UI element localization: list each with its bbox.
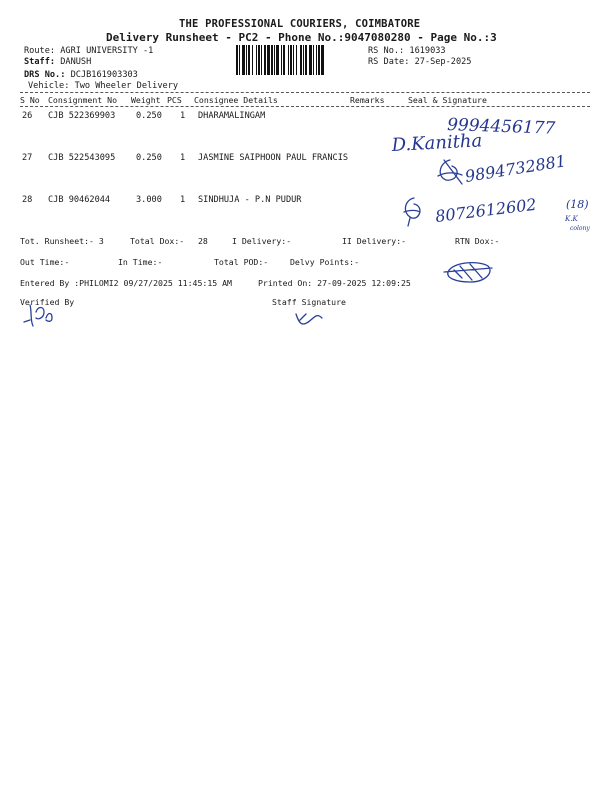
in-time: In Time:- (118, 257, 163, 267)
runsheet-subtitle: Delivery Runsheet - PC2 - Phone No.:9047080280 - Page No.:3 (106, 31, 497, 44)
row-pcs: 1 (180, 153, 186, 163)
entered-by: Entered By :PHILOMI2 09/27/2025 11:45:15 AM (20, 278, 232, 288)
row-pcs: 1 (180, 195, 186, 205)
handwritten-count: (18) (566, 198, 589, 211)
recipient-signature (438, 160, 462, 184)
i-delivery: I Delivery:- (232, 236, 292, 246)
staff-label: Staff: (24, 57, 56, 67)
verified-by: Verified By (20, 297, 75, 307)
route-text: Route: AGRI UNIVERSITY -1 (24, 46, 154, 56)
col-pcs: PCS (167, 95, 182, 105)
stamp-scribble (444, 263, 492, 282)
col-remarks: Remarks (350, 95, 385, 105)
drs-label: DRS No.: (24, 70, 66, 80)
handwritten-phone: 9894732881 (463, 151, 568, 186)
ii-delivery: II Delivery:- (342, 236, 407, 246)
tot-runsheet: Tot. Runsheet:- 3 (20, 236, 104, 246)
drs-value: DCJB161903303 (70, 70, 138, 80)
out-time: Out Time:- (20, 257, 70, 267)
row-sno: 28 (22, 195, 33, 205)
row-consignment: CJB 90462044 (48, 195, 111, 205)
vehicle-text: Vehicle: Two Wheeler Delivery (28, 81, 179, 91)
handwritten-note: K.K (565, 215, 578, 223)
handwritten-phone: 8072612602 (434, 194, 538, 226)
row-consignment: CJB 522369903 (48, 111, 116, 121)
col-consignee: Consignee Details (194, 95, 278, 105)
col-seal-signature: Seal & Signature (408, 95, 487, 105)
staff-signature-label: Staff Signature (272, 297, 346, 307)
row-consignee: DHARAMALINGAM (198, 111, 266, 121)
printed-on: Printed On: 27-09-2025 12:09:25 (258, 278, 411, 288)
row-weight: 3.000 (136, 195, 162, 205)
staff-signature-mark (296, 314, 322, 324)
rs-date: RS Date: 27-Sep-2025 (368, 57, 472, 67)
total-dox-value: 28 (198, 236, 208, 246)
row-pcs: 1 (180, 111, 186, 121)
verifier-signature (24, 305, 52, 326)
total-pod: Total POD:- (214, 257, 269, 267)
handwritten-name: D.Kanitha (391, 130, 483, 156)
rs-number: RS No.: 1619033 (368, 46, 446, 56)
total-dox-label: Total Dox:- (130, 236, 185, 246)
col-consignment: Consignment No (48, 95, 118, 105)
row-weight: 0.250 (136, 153, 162, 163)
col-sno: S No (20, 95, 40, 105)
company-title: THE PROFESSIONAL COURIERS, COIMBATORE (179, 18, 421, 30)
col-weight: Weight (131, 95, 161, 105)
handwritten-note: colony (570, 225, 590, 232)
row-consignee: SINDHUJA - P.N PUDUR (198, 195, 302, 205)
row-sno: 27 (22, 153, 33, 163)
staff-value: DANUSH (60, 57, 92, 67)
row-consignee: JASMINE SAIPHOON PAUL FRANCIS (198, 153, 349, 163)
row-sno: 26 (22, 111, 33, 121)
row-weight: 0.250 (136, 111, 162, 121)
delvy-points: Delvy Points:- (290, 257, 360, 267)
rtn-dox: RTN Dox:- (455, 236, 500, 246)
recipient-signature (404, 198, 420, 226)
row-consignment: CJB 522543095 (48, 153, 116, 163)
handwritten-phone: 9994456177 (446, 115, 556, 139)
